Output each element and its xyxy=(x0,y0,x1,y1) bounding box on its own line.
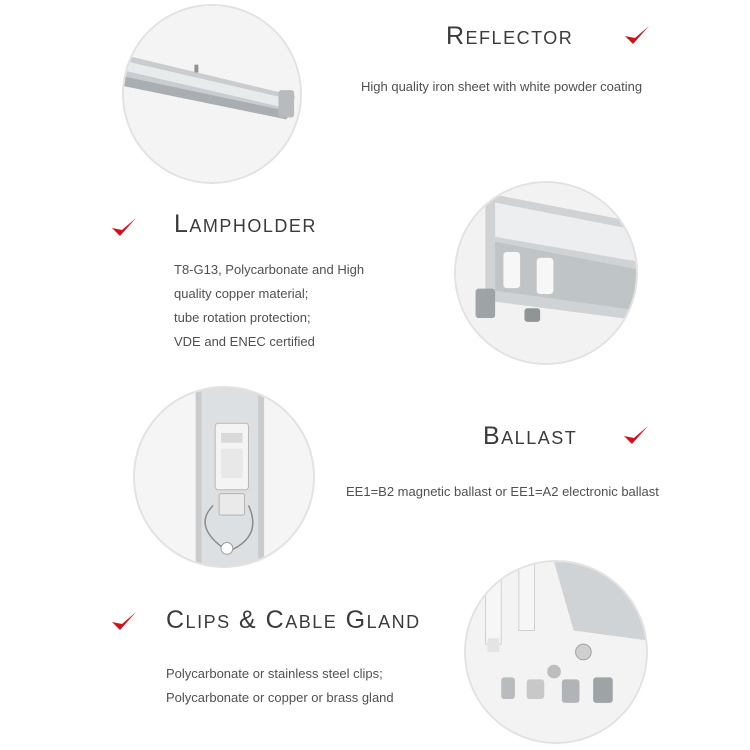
lampholder-description-line-1: T8-G13, Polycarbonate and High xyxy=(174,262,365,277)
clips-and-gland-photo xyxy=(464,560,648,744)
ballast-title: Ballast xyxy=(483,422,578,450)
reflector-title: Reflector xyxy=(446,22,574,50)
checkmark-icon xyxy=(623,24,651,48)
lampholder-photo xyxy=(454,181,638,365)
clips-description-line-2: Polycarbonate or copper or brass gland xyxy=(166,690,394,705)
ballast-section xyxy=(0,380,750,570)
reflector-section xyxy=(0,0,750,190)
lampholder-description-line-2: quality copper material; xyxy=(174,286,309,301)
lampholder-description-line-3: tube rotation protection; xyxy=(174,310,311,325)
ballast-description: EE1=B2 magnetic ballast or EE1=A2 electronic ballast xyxy=(346,484,659,499)
checkmark-icon xyxy=(110,610,138,634)
checkmark-icon xyxy=(622,424,650,448)
lampholder-description-line-4: VDE and ENEC certified xyxy=(174,334,315,349)
checkmark-icon xyxy=(110,216,138,240)
lampholder-section xyxy=(0,190,750,380)
reflector-photo xyxy=(122,4,302,184)
clips-title: Clips & Cable Gland xyxy=(166,606,421,634)
clips-section xyxy=(0,570,750,750)
ballast-photo xyxy=(133,386,315,568)
lampholder-title: Lampholder xyxy=(174,210,317,238)
clips-description-line-1: Polycarbonate or stainless steel clips; xyxy=(166,666,383,681)
reflector-description: High quality iron sheet with white powder coating xyxy=(361,79,643,94)
